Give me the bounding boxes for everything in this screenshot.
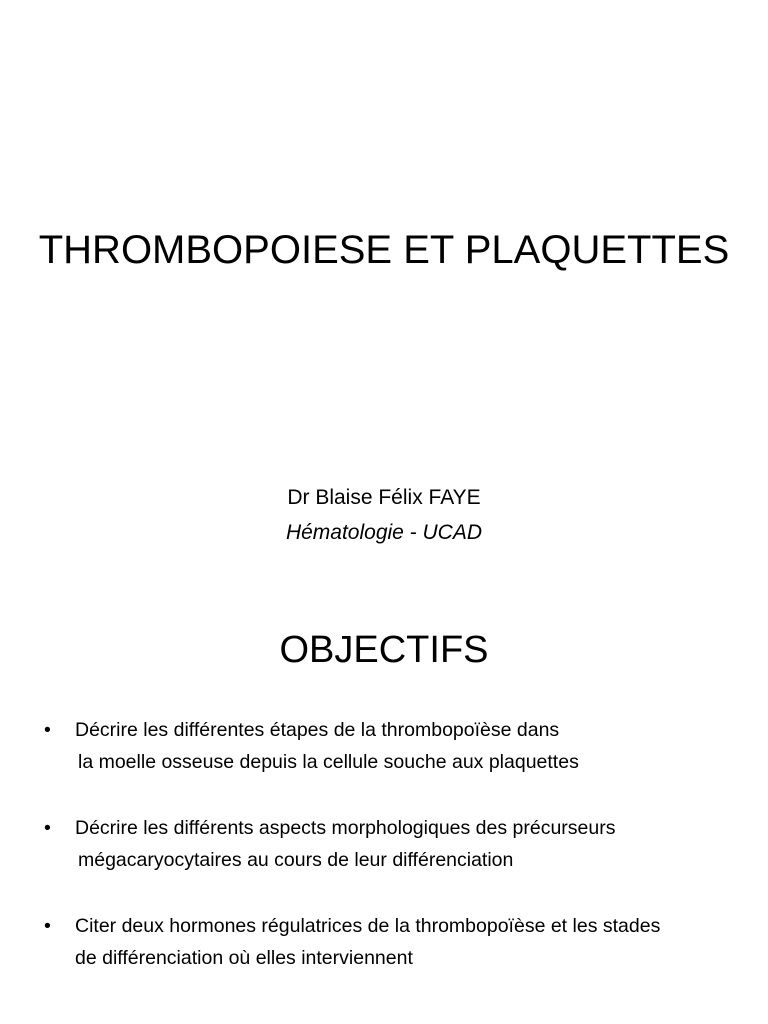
bullet-icon: •: [44, 719, 51, 741]
objective-line: Citer deux hormones régulatrices de la thrombopoïèse et les stades: [75, 915, 661, 937]
objectives-list: [40, 714, 740, 974]
bullet-icon: •: [44, 817, 51, 839]
objective-line: de différenciation où elles interviennent: [75, 947, 413, 969]
author-affiliation: Hématologie - UCAD: [285, 521, 483, 544]
objective-line: mégacaryocytaires au cours de leur différenciation: [78, 849, 514, 871]
objectives-heading: OBJECTIFS: [279, 629, 489, 671]
author-name: Dr Blaise Félix FAYE: [287, 486, 481, 509]
objective-item: [40, 714, 740, 778]
objective-item: [40, 812, 740, 876]
objective-line: la moelle osseuse depuis la cellule souche aux plaquettes: [78, 751, 579, 773]
objective-item: [40, 910, 740, 974]
objective-line: Décrire les différents aspects morphologiques des précurseurs: [75, 817, 616, 839]
bullet-icon: •: [44, 915, 51, 937]
objective-line: Décrire les différentes étapes de la thrombopoïèse dans: [75, 719, 560, 741]
slide-title: THROMBOPOIESE ET PLAQUETTES: [38, 228, 730, 272]
